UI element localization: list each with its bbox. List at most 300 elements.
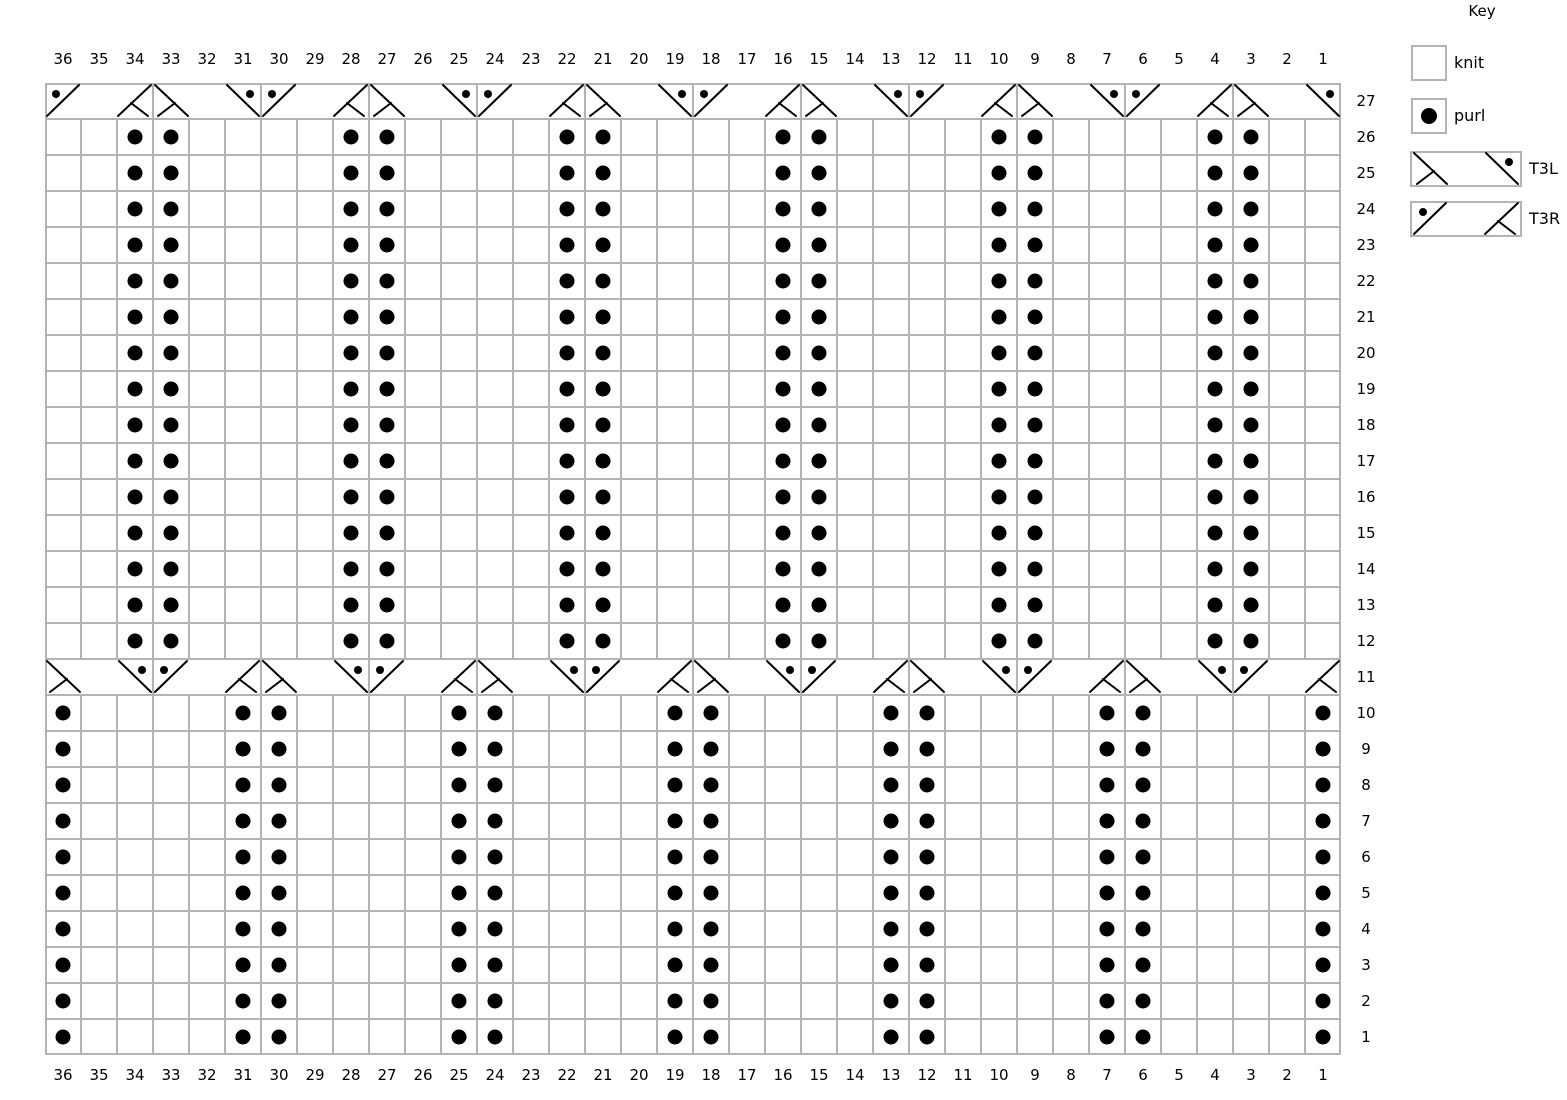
purl-dot xyxy=(380,238,395,253)
purl-dot xyxy=(164,310,179,325)
purl-dot xyxy=(56,886,71,901)
column-label-bottom: 33 xyxy=(161,1066,181,1084)
purl-dot xyxy=(992,634,1007,649)
column-label-bottom: 35 xyxy=(89,1066,109,1084)
purl-cell-icon xyxy=(1410,97,1448,135)
purl-dot xyxy=(1244,202,1259,217)
purl-dot xyxy=(1100,1030,1115,1045)
purl-dot xyxy=(452,886,467,901)
purl-dot xyxy=(668,994,683,1009)
purl-dot xyxy=(272,886,287,901)
cable-purl-dot xyxy=(700,90,708,98)
purl-dot xyxy=(344,238,359,253)
purl-dot xyxy=(1208,418,1223,433)
purl-dot xyxy=(1244,634,1259,649)
purl-dot xyxy=(812,238,827,253)
purl-dot xyxy=(812,202,827,217)
purl-dot xyxy=(128,418,143,433)
purl-dot xyxy=(128,130,143,145)
purl-dot xyxy=(992,166,1007,181)
purl-dot xyxy=(344,598,359,613)
row-label-right: 3 xyxy=(1361,956,1371,974)
column-label-bottom: 24 xyxy=(485,1066,505,1084)
cable-purl-dot xyxy=(592,666,600,674)
column-label-top: 18 xyxy=(701,50,721,68)
purl-dot xyxy=(560,166,575,181)
purl-dot xyxy=(1028,598,1043,613)
purl-dot xyxy=(236,778,251,793)
purl-dot xyxy=(164,130,179,145)
column-label-bottom: 20 xyxy=(629,1066,649,1084)
purl-dot xyxy=(1100,922,1115,937)
column-label-top: 19 xyxy=(665,50,685,68)
purl-dot xyxy=(992,346,1007,361)
purl-dot xyxy=(164,202,179,217)
column-label-top: 33 xyxy=(161,50,181,68)
row-label-right: 4 xyxy=(1361,920,1371,938)
purl-dot xyxy=(560,418,575,433)
purl-dot xyxy=(1208,202,1223,217)
column-label-top: 12 xyxy=(917,50,937,68)
row-label-right: 25 xyxy=(1356,164,1376,182)
column-label-bottom: 21 xyxy=(593,1066,613,1084)
purl-dot xyxy=(380,346,395,361)
column-label-bottom: 6 xyxy=(1138,1066,1148,1084)
cable-purl-dot xyxy=(376,666,384,674)
purl-dot xyxy=(920,706,935,721)
purl-dot xyxy=(344,202,359,217)
purl-dot xyxy=(1136,886,1151,901)
purl-dot xyxy=(920,778,935,793)
purl-dot xyxy=(668,958,683,973)
purl-dot xyxy=(704,922,719,937)
column-label-top: 5 xyxy=(1174,50,1184,68)
purl-dot xyxy=(1208,454,1223,469)
purl-dot xyxy=(776,238,791,253)
purl-dot xyxy=(1244,454,1259,469)
purl-dot xyxy=(560,454,575,469)
purl-dot xyxy=(488,814,503,829)
column-label-bottom: 4 xyxy=(1210,1066,1220,1084)
purl-dot xyxy=(1028,634,1043,649)
purl-dot xyxy=(1028,562,1043,577)
purl-dot xyxy=(884,742,899,757)
purl-dot xyxy=(776,274,791,289)
purl-dot xyxy=(236,994,251,1009)
purl-dot xyxy=(668,850,683,865)
purl-dot xyxy=(920,994,935,1009)
purl-dot xyxy=(776,454,791,469)
column-label-bottom: 1 xyxy=(1318,1066,1328,1084)
purl-dot xyxy=(56,742,71,757)
purl-dot xyxy=(452,958,467,973)
purl-dot xyxy=(668,742,683,757)
purl-dot xyxy=(560,562,575,577)
row-label-right: 8 xyxy=(1361,776,1371,794)
purl-dot xyxy=(596,634,611,649)
purl-dot xyxy=(704,814,719,829)
purl-dot xyxy=(560,202,575,217)
purl-dot xyxy=(596,202,611,217)
row-label-right: 19 xyxy=(1356,380,1376,398)
purl-dot xyxy=(488,706,503,721)
cable-purl-dot xyxy=(678,90,686,98)
purl-dot xyxy=(1136,742,1151,757)
row-label-right: 14 xyxy=(1356,560,1376,578)
purl-dot xyxy=(812,274,827,289)
row-label-right: 5 xyxy=(1361,884,1371,902)
column-label-bottom: 18 xyxy=(701,1066,721,1084)
column-label-top: 9 xyxy=(1030,50,1040,68)
column-label-top: 24 xyxy=(485,50,505,68)
purl-dot xyxy=(236,742,251,757)
purl-dot xyxy=(344,274,359,289)
purl-dot xyxy=(1316,814,1331,829)
purl-dot xyxy=(236,850,251,865)
purl-dot xyxy=(236,886,251,901)
purl-dot xyxy=(812,166,827,181)
purl-dot xyxy=(128,490,143,505)
purl-dot xyxy=(344,130,359,145)
row-label-right: 9 xyxy=(1361,740,1371,758)
column-label-top: 2 xyxy=(1282,50,1292,68)
purl-dot xyxy=(1244,274,1259,289)
column-label-top: 15 xyxy=(809,50,829,68)
key-item-label: knit xyxy=(1454,53,1485,72)
column-label-bottom: 2 xyxy=(1282,1066,1292,1084)
purl-dot xyxy=(1136,850,1151,865)
purl-dot xyxy=(380,130,395,145)
purl-dot xyxy=(776,166,791,181)
purl-dot xyxy=(1208,634,1223,649)
purl-dot xyxy=(1316,958,1331,973)
cable-purl-dot xyxy=(246,90,254,98)
purl-dot xyxy=(920,958,935,973)
purl-dot xyxy=(668,814,683,829)
purl-dot xyxy=(1208,238,1223,253)
purl-dot xyxy=(884,814,899,829)
purl-dot xyxy=(164,346,179,361)
row-label-right: 11 xyxy=(1356,668,1376,686)
purl-dot xyxy=(488,742,503,757)
column-label-top: 35 xyxy=(89,50,109,68)
purl-dot xyxy=(596,418,611,433)
purl-dot xyxy=(776,346,791,361)
purl-dot xyxy=(56,994,71,1009)
purl-dot xyxy=(668,1030,683,1045)
purl-dot xyxy=(488,922,503,937)
purl-dot xyxy=(236,706,251,721)
purl-dot xyxy=(380,202,395,217)
purl-dot xyxy=(488,994,503,1009)
purl-dot xyxy=(1208,598,1223,613)
purl-dot xyxy=(452,814,467,829)
column-label-bottom: 23 xyxy=(521,1066,541,1084)
purl-dot xyxy=(776,526,791,541)
purl-dot xyxy=(1028,130,1043,145)
column-label-top: 10 xyxy=(989,50,1009,68)
purl-dot xyxy=(1316,994,1331,1009)
purl-dot xyxy=(1316,706,1331,721)
purl-dot xyxy=(164,526,179,541)
row-label-right: 6 xyxy=(1361,848,1371,866)
purl-dot xyxy=(920,1030,935,1045)
cable-purl-dot xyxy=(1024,666,1032,674)
row-label-right: 2 xyxy=(1361,992,1371,1010)
purl-dot xyxy=(1208,346,1223,361)
row-label-right: 10 xyxy=(1356,704,1376,722)
row-label-right: 17 xyxy=(1356,452,1376,470)
column-label-bottom: 28 xyxy=(341,1066,361,1084)
purl-dot xyxy=(776,490,791,505)
purl-dot xyxy=(1136,814,1151,829)
column-label-top: 7 xyxy=(1102,50,1112,68)
key-item-label: purl xyxy=(1454,106,1486,125)
purl-dot xyxy=(128,238,143,253)
column-label-bottom: 29 xyxy=(305,1066,325,1084)
purl-dot xyxy=(560,490,575,505)
purl-dot xyxy=(128,346,143,361)
purl-dot xyxy=(1028,526,1043,541)
purl-dot xyxy=(596,238,611,253)
purl-dot xyxy=(344,490,359,505)
column-label-bottom: 15 xyxy=(809,1066,829,1084)
purl-dot xyxy=(560,130,575,145)
purl-dot xyxy=(1244,238,1259,253)
purl-dot xyxy=(704,778,719,793)
purl-dot xyxy=(164,238,179,253)
purl-dot xyxy=(236,958,251,973)
purl-dot xyxy=(884,850,899,865)
purl-dot xyxy=(920,814,935,829)
purl-dot xyxy=(776,562,791,577)
purl-dot xyxy=(452,706,467,721)
purl-dot xyxy=(992,202,1007,217)
purl-dot xyxy=(668,706,683,721)
cable-purl-dot xyxy=(1218,666,1226,674)
purl-dot xyxy=(668,886,683,901)
cable-purl-dot xyxy=(52,90,60,98)
column-label-top: 3 xyxy=(1246,50,1256,68)
purl-dot xyxy=(1028,274,1043,289)
purl-dot xyxy=(1028,490,1043,505)
purl-dot xyxy=(668,778,683,793)
row-label-right: 20 xyxy=(1356,344,1376,362)
purl-dot xyxy=(164,454,179,469)
purl-dot xyxy=(1244,310,1259,325)
purl-dot xyxy=(272,706,287,721)
purl-dot xyxy=(596,562,611,577)
purl-dot xyxy=(128,202,143,217)
purl-dot xyxy=(56,958,71,973)
purl-dot xyxy=(1136,958,1151,973)
purl-dot xyxy=(1136,922,1151,937)
column-label-bottom: 14 xyxy=(845,1066,865,1084)
purl-dot xyxy=(992,598,1007,613)
column-label-bottom: 17 xyxy=(737,1066,757,1084)
purl-dot xyxy=(56,778,71,793)
column-label-top: 13 xyxy=(881,50,901,68)
purl-dot xyxy=(992,274,1007,289)
purl-dot xyxy=(920,922,935,937)
purl-dot xyxy=(560,346,575,361)
row-label-right: 26 xyxy=(1356,128,1376,146)
purl-dot xyxy=(128,454,143,469)
purl-dot xyxy=(596,166,611,181)
row-label-right: 16 xyxy=(1356,488,1376,506)
column-label-top: 36 xyxy=(53,50,73,68)
purl-dot xyxy=(596,490,611,505)
purl-dot xyxy=(380,490,395,505)
purl-dot xyxy=(1136,1030,1151,1045)
purl-dot xyxy=(992,490,1007,505)
purl-dot xyxy=(344,166,359,181)
row-label-right: 18 xyxy=(1356,416,1376,434)
purl-dot xyxy=(920,742,935,757)
purl-dot xyxy=(1028,346,1043,361)
column-label-bottom: 10 xyxy=(989,1066,1009,1084)
column-label-top: 22 xyxy=(557,50,577,68)
purl-dot xyxy=(704,850,719,865)
column-label-top: 29 xyxy=(305,50,325,68)
purl-dot xyxy=(1316,850,1331,865)
purl-dot xyxy=(812,490,827,505)
key-cell-border xyxy=(1411,152,1521,186)
key-item-label: T3L xyxy=(1529,159,1558,178)
cable-purl-dot xyxy=(484,90,492,98)
purl-dot xyxy=(776,634,791,649)
purl-dot xyxy=(1100,994,1115,1009)
purl-dot xyxy=(344,634,359,649)
purl-dot xyxy=(596,346,611,361)
purl-dot xyxy=(884,706,899,721)
purl-dot xyxy=(1244,562,1259,577)
purl-dot xyxy=(56,1030,71,1045)
row-label-right: 24 xyxy=(1356,200,1376,218)
column-label-bottom: 34 xyxy=(125,1066,145,1084)
purl-dot xyxy=(380,526,395,541)
purl-dot xyxy=(1100,778,1115,793)
column-label-top: 30 xyxy=(269,50,289,68)
purl-dot xyxy=(128,562,143,577)
purl-dot xyxy=(1244,526,1259,541)
purl-dot xyxy=(992,418,1007,433)
purl-dot xyxy=(1244,346,1259,361)
purl-dot xyxy=(776,130,791,145)
cable-purl-dot xyxy=(1419,208,1427,216)
row-label-right: 22 xyxy=(1356,272,1376,290)
purl-dot xyxy=(560,310,575,325)
purl-dot xyxy=(704,886,719,901)
column-label-bottom: 11 xyxy=(953,1066,973,1084)
purl-dot xyxy=(596,130,611,145)
purl-dot xyxy=(1100,742,1115,757)
column-label-top: 28 xyxy=(341,50,361,68)
purl-dot xyxy=(488,778,503,793)
purl-dot xyxy=(344,526,359,541)
purl-dot xyxy=(128,634,143,649)
purl-dot xyxy=(1136,706,1151,721)
purl-dot xyxy=(128,382,143,397)
column-label-bottom: 22 xyxy=(557,1066,577,1084)
purl-dot xyxy=(164,562,179,577)
purl-dot xyxy=(380,166,395,181)
column-label-bottom: 13 xyxy=(881,1066,901,1084)
column-label-bottom: 12 xyxy=(917,1066,937,1084)
purl-dot xyxy=(668,922,683,937)
purl-dot xyxy=(56,850,71,865)
purl-dot xyxy=(812,526,827,541)
column-label-bottom: 27 xyxy=(377,1066,397,1084)
purl-dot xyxy=(1208,526,1223,541)
cable-purl-dot xyxy=(1326,90,1334,98)
purl-dot xyxy=(344,418,359,433)
purl-dot xyxy=(272,850,287,865)
column-label-top: 17 xyxy=(737,50,757,68)
purl-dot xyxy=(344,346,359,361)
purl-dot xyxy=(128,526,143,541)
purl-dot xyxy=(1244,598,1259,613)
purl-dot xyxy=(560,382,575,397)
purl-dot xyxy=(344,310,359,325)
cable-purl-dot xyxy=(808,666,816,674)
purl-dot xyxy=(128,274,143,289)
purl-dot xyxy=(812,418,827,433)
purl-dot xyxy=(812,562,827,577)
purl-dot xyxy=(1244,418,1259,433)
purl-dot xyxy=(776,418,791,433)
purl-dot xyxy=(776,598,791,613)
column-label-top: 27 xyxy=(377,50,397,68)
purl-dot xyxy=(488,850,503,865)
t3r-cable-icon xyxy=(1409,200,1523,238)
purl-dot xyxy=(1100,886,1115,901)
purl-dot xyxy=(488,958,503,973)
purl-dot xyxy=(452,922,467,937)
column-label-bottom: 31 xyxy=(233,1066,253,1084)
purl-dot xyxy=(452,778,467,793)
column-label-top: 1 xyxy=(1318,50,1328,68)
row-label-right: 21 xyxy=(1356,308,1376,326)
row-label-right: 13 xyxy=(1356,596,1376,614)
purl-dot xyxy=(704,1030,719,1045)
purl-dot xyxy=(1208,166,1223,181)
purl-dot xyxy=(1208,310,1223,325)
purl-dot xyxy=(776,382,791,397)
row-label-right: 23 xyxy=(1356,236,1376,254)
purl-dot xyxy=(56,706,71,721)
purl-dot xyxy=(380,382,395,397)
cable-purl-dot xyxy=(354,666,362,674)
purl-dot xyxy=(1316,922,1331,937)
purl-dot xyxy=(128,598,143,613)
purl-dot xyxy=(1244,490,1259,505)
purl-dot xyxy=(992,526,1007,541)
purl-dot xyxy=(1028,454,1043,469)
purl-dot xyxy=(452,1030,467,1045)
purl-dot xyxy=(1100,814,1115,829)
purl-dot xyxy=(380,454,395,469)
purl-dot xyxy=(1136,778,1151,793)
purl-dot xyxy=(1028,382,1043,397)
column-label-bottom: 36 xyxy=(53,1066,73,1084)
purl-dot xyxy=(1208,130,1223,145)
column-label-bottom: 7 xyxy=(1102,1066,1112,1084)
cable-purl-dot xyxy=(160,666,168,674)
purl-dot xyxy=(164,490,179,505)
purl-dot xyxy=(812,346,827,361)
row-label-right: 27 xyxy=(1356,92,1376,110)
